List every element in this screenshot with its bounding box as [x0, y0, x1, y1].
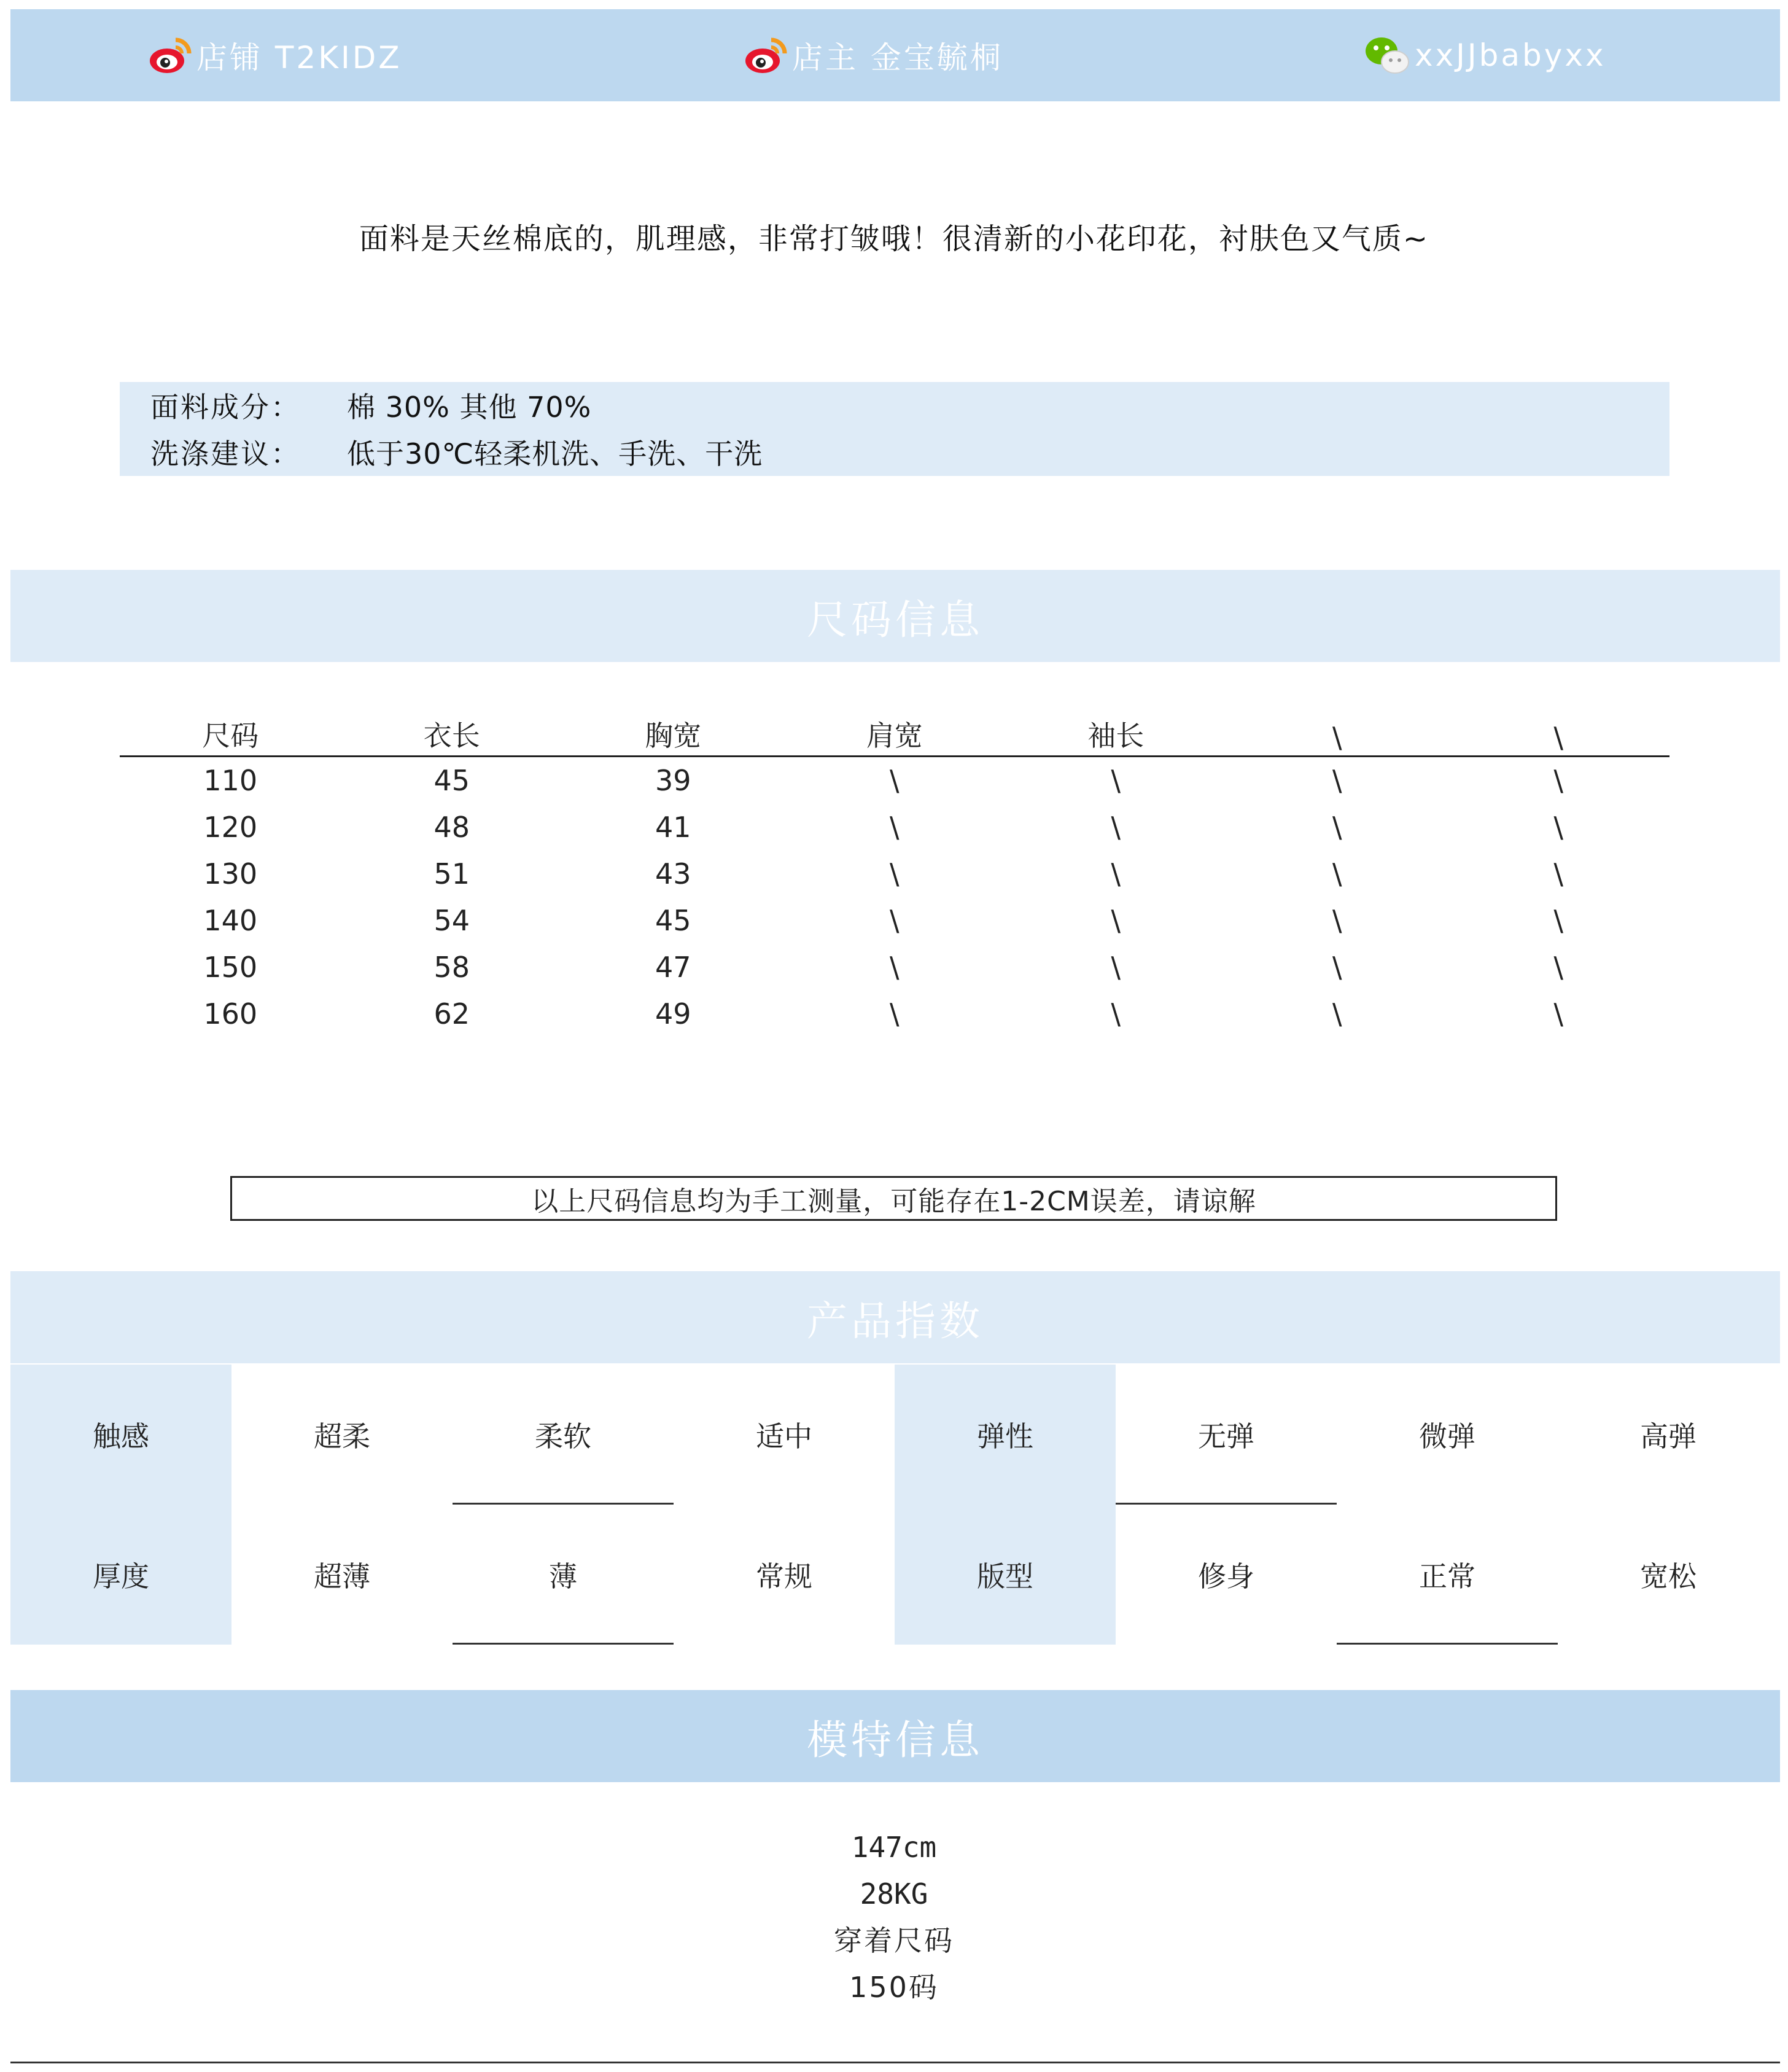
- table-cell: \: [890, 811, 900, 844]
- table-cell: 39: [655, 764, 691, 797]
- table-row: [120, 757, 1669, 804]
- model-section-header: 模特信息: [10, 1690, 1780, 1782]
- index-option: 高弹: [1640, 1420, 1697, 1453]
- product-description: 面料是天丝棉底的，肌理感，非常打皱哦！很清新的小花印花，衬肤色又气质~: [359, 222, 1429, 256]
- table-cell: \: [1553, 764, 1563, 797]
- table-cell: \: [890, 857, 900, 890]
- top-contact-bar: [10, 9, 1780, 101]
- table-cell: 45: [433, 764, 470, 797]
- table-cell: 43: [655, 857, 691, 890]
- table-cell: \: [890, 904, 900, 937]
- index-option-selected: 正常: [1337, 1505, 1558, 1645]
- table-cell: \: [890, 764, 900, 797]
- index-option: 常规: [756, 1560, 812, 1593]
- table-cell: 41: [655, 811, 691, 844]
- column-header: 衣长: [423, 719, 480, 752]
- table-row: [120, 944, 1669, 991]
- wechat-id-label: xxJJbabyxx: [1415, 37, 1606, 73]
- table-cell: 48: [433, 811, 470, 844]
- washing-advice-row: [150, 429, 763, 475]
- table-cell: \: [890, 951, 900, 984]
- wechat-id-item[interactable]: [1364, 9, 1606, 101]
- washing-advice-label: 洗涤建议：: [150, 437, 301, 470]
- index-label-fit: 版型: [895, 1505, 1116, 1645]
- table-cell: \: [1111, 997, 1121, 1030]
- fabric-composition-label: 面料成分：: [150, 391, 301, 424]
- table-cell: 47: [655, 951, 691, 984]
- table-cell: \: [1332, 951, 1342, 984]
- table-cell: 62: [433, 997, 470, 1030]
- weibo-icon: [744, 36, 788, 74]
- column-header: 尺码: [202, 719, 259, 752]
- index-option-selected: 柔软: [453, 1365, 674, 1505]
- table-cell: \: [1553, 811, 1563, 844]
- index-option: 适中: [756, 1420, 812, 1453]
- index-option-selected: 薄: [453, 1505, 674, 1645]
- model-size-value: 150码: [849, 1971, 939, 2004]
- index-option: 超柔: [314, 1420, 370, 1453]
- model-size-label: 穿着尺码: [834, 1924, 954, 1957]
- index-option: 超薄: [314, 1560, 370, 1593]
- column-header: \: [1332, 721, 1342, 754]
- owner-name-item[interactable]: [744, 9, 1003, 101]
- weibo-icon: [149, 36, 193, 74]
- table-cell: \: [1553, 997, 1563, 1030]
- table-cell: 51: [433, 857, 470, 890]
- table-cell: \: [890, 997, 900, 1030]
- table-cell: \: [1111, 811, 1121, 844]
- table-cell: 160: [203, 997, 258, 1030]
- table-cell: \: [1553, 857, 1563, 890]
- table-cell: 130: [203, 857, 258, 890]
- shop-name-label: 店铺 T2KIDZ: [196, 40, 402, 76]
- index-option: 修身: [1198, 1560, 1254, 1593]
- table-row: [120, 991, 1669, 1037]
- table-row: [120, 851, 1669, 897]
- model-weight: 28KG: [860, 1877, 928, 1910]
- size-table: [120, 712, 1669, 1037]
- index-option-selected: 无弹: [1116, 1365, 1337, 1505]
- table-cell: \: [1332, 857, 1342, 890]
- table-cell: \: [1111, 951, 1121, 984]
- table-cell: \: [1332, 764, 1342, 797]
- table-cell: \: [1111, 764, 1121, 797]
- table-cell: 150: [203, 951, 258, 984]
- table-cell: \: [1111, 857, 1121, 890]
- table-cell: \: [1553, 904, 1563, 937]
- table-cell: \: [1332, 997, 1342, 1030]
- table-cell: 54: [433, 904, 470, 937]
- fabric-info-block: [120, 382, 1669, 476]
- column-header: 肩宽: [866, 719, 923, 752]
- fabric-composition-value: 棉 30% 其他 70%: [347, 391, 592, 424]
- model-height: 147cm: [851, 1831, 937, 1864]
- size-table-header: [120, 712, 1669, 757]
- product-index-grid: [10, 1365, 1780, 1645]
- table-cell: 120: [203, 811, 258, 844]
- table-cell: 58: [433, 951, 470, 984]
- table-row: [120, 804, 1669, 851]
- index-label-elasticity: 弹性: [895, 1365, 1116, 1505]
- column-header: 袖长: [1087, 719, 1145, 752]
- table-row: [120, 897, 1669, 944]
- table-cell: 140: [203, 904, 258, 937]
- owner-name-label: 店主 金宝毓桐: [792, 40, 1003, 76]
- table-cell: \: [1332, 904, 1342, 937]
- table-cell: \: [1332, 811, 1342, 844]
- table-cell: 49: [655, 997, 691, 1030]
- size-section-header: 尺码信息: [10, 570, 1780, 662]
- measurement-note: 以上尺码信息均为手工测量，可能存在1-2CM误差，请谅解: [230, 1176, 1557, 1221]
- index-option: 微弹: [1419, 1420, 1475, 1453]
- washing-advice-value: 低于30℃轻柔机洗、手洗、干洗: [347, 437, 763, 470]
- index-section-header: 产品指数: [10, 1271, 1780, 1363]
- index-option: 宽松: [1640, 1560, 1697, 1593]
- table-cell: 110: [203, 764, 258, 797]
- shop-name-item[interactable]: [149, 9, 402, 101]
- model-info: [0, 1824, 1788, 2011]
- column-header: \: [1553, 721, 1563, 754]
- index-label-thickness: 厚度: [10, 1505, 231, 1645]
- table-cell: \: [1111, 904, 1121, 937]
- fabric-composition-row: [150, 382, 591, 429]
- table-cell: 45: [655, 904, 691, 937]
- column-header: 胸宽: [645, 719, 702, 752]
- table-cell: \: [1553, 951, 1563, 984]
- bottom-divider: [10, 2062, 1780, 2063]
- wechat-icon: [1364, 35, 1411, 76]
- index-label-touch: 触感: [10, 1365, 231, 1505]
